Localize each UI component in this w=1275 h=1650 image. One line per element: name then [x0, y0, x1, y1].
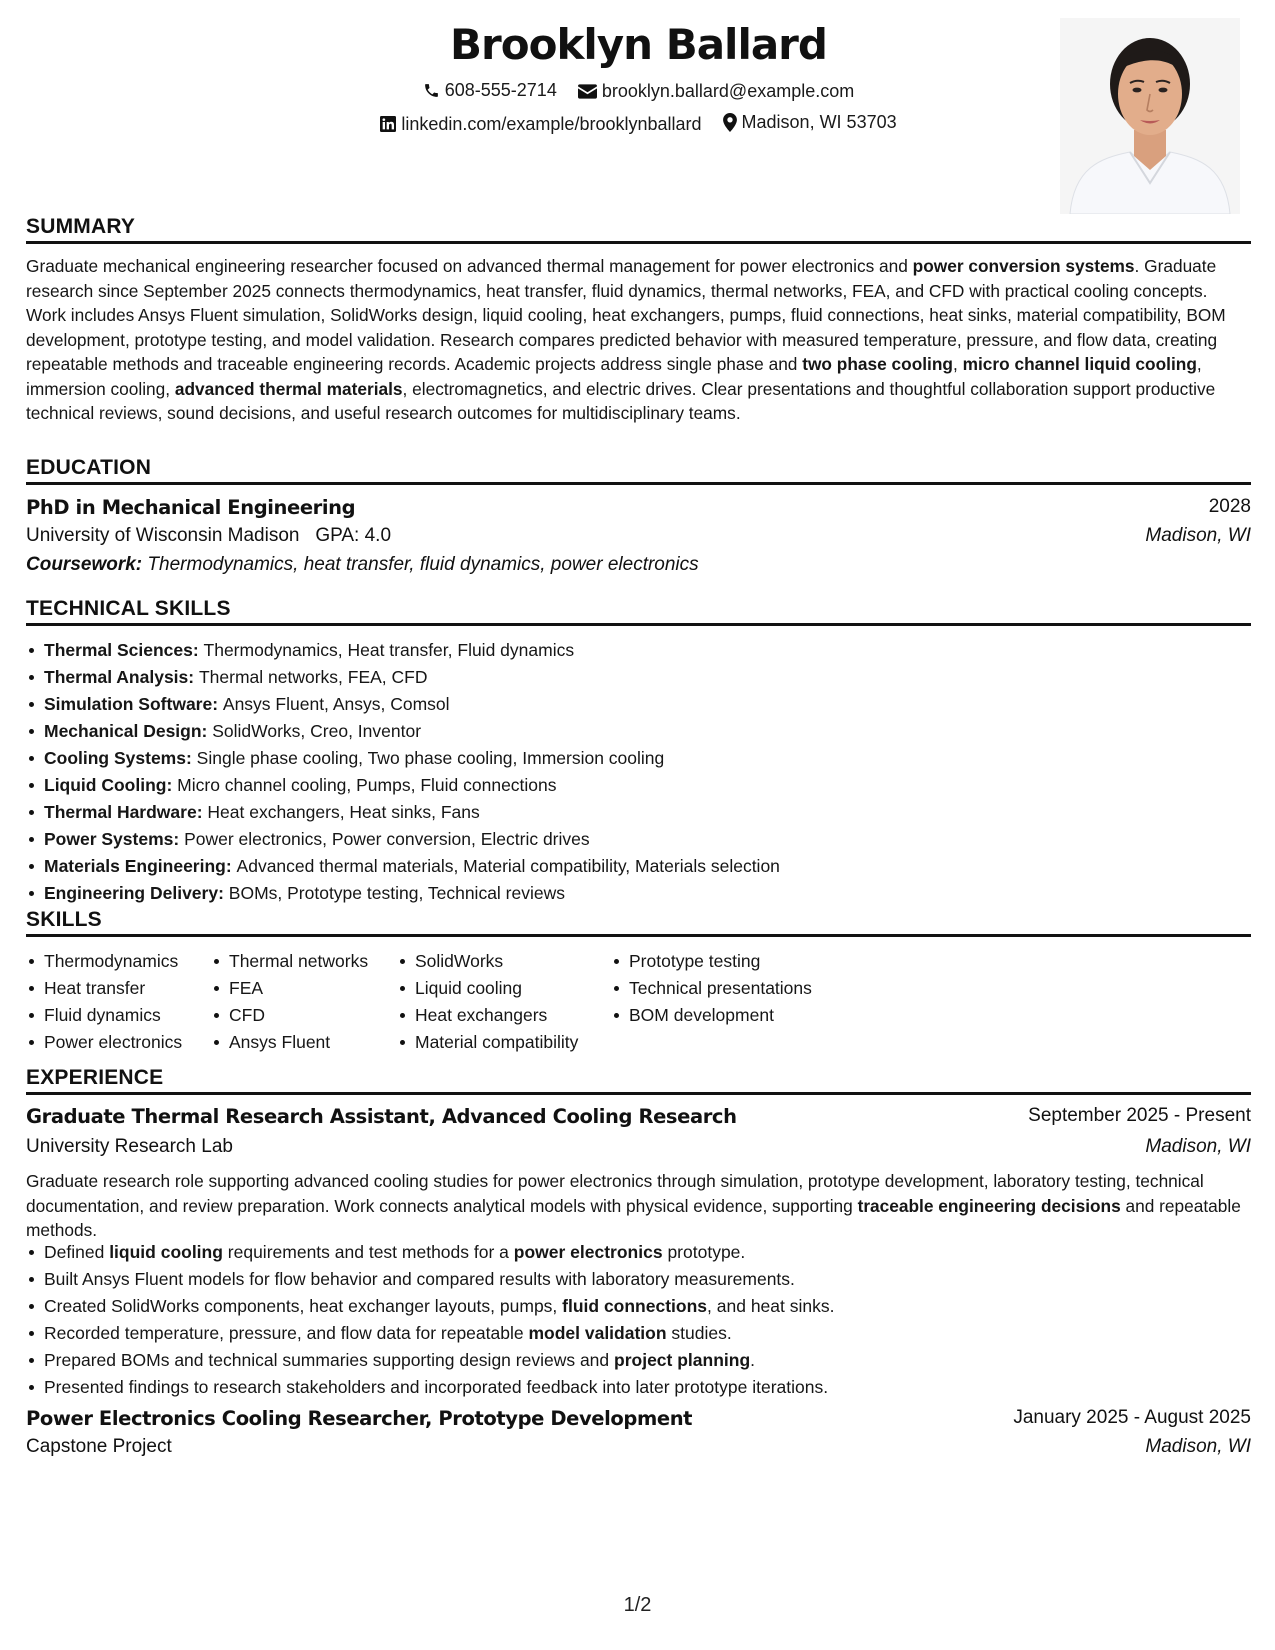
skill-item: Material compatibility	[415, 1029, 578, 1056]
envelope-icon	[578, 84, 597, 99]
skill-item: Thermodynamics	[44, 948, 182, 975]
technical-skill-value: Thermodynamics, Heat transfer, Fluid dynamics	[203, 640, 575, 660]
degree-title: PhD in Mechanical Engineering	[26, 496, 356, 519]
emphasis-text: advanced thermal materials	[174, 378, 403, 399]
emphasis-text: power conversion systems	[912, 256, 1135, 276]
technical-skill-value: Thermal networks, FEA, CFD	[198, 667, 428, 687]
technical-skill-label: Thermal Hardware:	[44, 802, 208, 822]
technical-skill-label: Power Systems:	[44, 829, 185, 849]
text-run: , and heat sinks.	[707, 1296, 835, 1316]
emphasis-text: micro channel liquid cooling	[962, 354, 1197, 374]
skill-item: CFD	[229, 1002, 368, 1029]
technical-skill-label: Cooling Systems:	[44, 748, 197, 768]
location-contact	[723, 112, 897, 133]
skill-item: Heat transfer	[44, 975, 182, 1002]
emphasis-text: traceable engineering decisions	[857, 1195, 1121, 1216]
experience-heading: EXPERIENCE	[26, 1066, 1251, 1095]
job-bullet	[44, 1374, 1251, 1401]
email-address[interactable]: brooklyn.ballard@example.com	[601, 81, 855, 101]
text-run: studies.	[666, 1323, 732, 1343]
technical-skill-value: Single phase cooling, Two phase cooling, Immersion cooling	[196, 748, 665, 768]
text-run: requirements and test methods for a	[222, 1242, 514, 1262]
skills-column	[397, 948, 578, 1056]
skill-item: Power electronics	[44, 1029, 182, 1056]
job-bullet	[44, 1320, 1251, 1347]
skill-item: Fluid dynamics	[44, 1002, 182, 1029]
skill-item: FEA	[229, 975, 368, 1002]
skill-item: Prototype testing	[629, 948, 812, 975]
technical-skill-item	[44, 637, 1251, 664]
skills-heading: SKILLS	[26, 908, 1251, 937]
linkedin-contact[interactable]	[380, 114, 701, 135]
coursework	[26, 554, 699, 576]
technical-skill-label: Engineering Delivery:	[44, 883, 229, 903]
text-run: , electromagnetics, and electric drives. Clear presentations and thoughtful collaboration support productive technical reviews, sound decisions, and useful research outcomes for multidisciplinary teams.	[26, 378, 1216, 423]
technical-skill-value: Advanced thermal materials, Material compatibility, Materials selection	[236, 856, 780, 876]
school-name: University of Wisconsin Madison	[26, 525, 300, 546]
school-location: Madison, WI	[1145, 525, 1251, 546]
job-2-location: Madison, WI	[1145, 1436, 1251, 1457]
phone-number: 608-555-2714	[444, 80, 557, 100]
technical-skill-value: Heat exchangers, Heat sinks, Fans	[207, 802, 480, 822]
summary-text	[26, 254, 1251, 426]
text-run: Graduate mechanical engineering researcher focused on advanced thermal management for power electronics and	[26, 256, 913, 276]
map-pin-icon	[723, 113, 737, 132]
job-1-dates: September 2025 - Present	[1028, 1105, 1251, 1126]
job-1-org: University Research Lab	[26, 1136, 233, 1157]
phone-contact	[423, 80, 557, 101]
skill-item: Ansys Fluent	[229, 1029, 368, 1056]
job-bullet	[44, 1266, 1251, 1293]
technical-skill-item	[44, 664, 1251, 691]
job-2-role: Power Electronics Cooling Researcher, Prototype Development	[26, 1407, 693, 1430]
resume-page	[26, 0, 1251, 1650]
skill-item: Liquid cooling	[415, 975, 578, 1002]
job-bullet	[44, 1293, 1251, 1320]
technical-skill-item	[44, 880, 1251, 907]
text-run: Defined	[44, 1242, 110, 1262]
emphasis-text: fluid connections	[562, 1296, 708, 1316]
gpa: GPA: 4.0	[315, 525, 392, 546]
technical-skill-item	[44, 853, 1251, 880]
school-info	[26, 525, 391, 547]
text-run: .	[750, 1350, 756, 1370]
text-run: Presented findings to research stakeholders and incorporated feedback into later prototype iterations.	[44, 1377, 829, 1397]
technical-skill-item	[44, 826, 1251, 853]
coursework-list: Thermodynamics, heat transfer, fluid dynamics, power electronics	[147, 554, 699, 575]
text-run: . Graduate research since September 2025 connects thermodynamics, heat transfer, fluid dynamics, thermal networks, FEA, and CFD with practical cooling concepts. Work includes Ansys Fluent simulation, SolidWorks design, liquid cooling, heat exchangers, pumps, fluid connections, heat sinks, material compatibility, BOM development, prototype testing, and model validation. Research compares predicted behavior with measured temperature, pressure, and flow data, creating repeatable methods and traceable engineering records. Academic projects address single phase and	[26, 256, 1226, 374]
job-1-role: Graduate Thermal Research Assistant, Advanced Cooling Research	[26, 1105, 737, 1128]
graduation-year: 2028	[1208, 496, 1251, 517]
technical-skill-value: Micro channel cooling, Pumps, Fluid connections	[177, 775, 557, 795]
text-run: ,	[952, 354, 963, 374]
technical-skill-item	[44, 718, 1251, 745]
skill-item: Heat exchangers	[415, 1002, 578, 1029]
technical-skill-value: BOMs, Prototype testing, Technical reviews	[228, 883, 565, 903]
technical-skill-label: Thermal Analysis:	[44, 667, 199, 687]
job-2-dates: January 2025 - August 2025	[1013, 1407, 1251, 1428]
emphasis-text: project planning	[614, 1350, 751, 1370]
technical-skill-label: Thermal Sciences:	[44, 640, 204, 660]
location-text: Madison, WI 53703	[741, 112, 897, 132]
technical-skill-value: Ansys Fluent, Ansys, Comsol	[222, 694, 450, 714]
technical-skill-value: Power electronics, Power conversion, Electric drives	[184, 829, 590, 849]
technical-skill-label: Liquid Cooling:	[44, 775, 178, 795]
skills-column	[26, 948, 182, 1056]
emphasis-text: model validation	[528, 1323, 667, 1343]
job-bullet	[44, 1347, 1251, 1374]
job-2-org: Capstone Project	[26, 1436, 172, 1457]
summary-heading: SUMMARY	[26, 215, 1251, 244]
text-run: and repeatable methods.	[26, 1195, 1241, 1240]
skill-item: Thermal networks	[229, 948, 368, 975]
coursework-label: Coursework:	[26, 554, 143, 575]
job-bullet	[44, 1239, 1251, 1266]
emphasis-text: power electronics	[513, 1242, 663, 1262]
text-run: Recorded temperature, pressure, and flow data for repeatable	[44, 1323, 529, 1343]
text-run: Prepared BOMs and technical summaries supporting design reviews and	[44, 1350, 615, 1370]
emphasis-text: two phase cooling	[802, 354, 953, 374]
technical-skills-list	[26, 637, 1251, 907]
skill-item: SolidWorks	[415, 948, 578, 975]
linkedin-icon	[380, 116, 396, 132]
text-run: Built Ansys Fluent models for flow behavior and compared results with laboratory measurements.	[44, 1269, 795, 1289]
skill-item: BOM development	[629, 1002, 812, 1029]
email-contact[interactable]	[578, 81, 854, 102]
skills-column	[211, 948, 368, 1056]
text-run: Graduate research role supporting advanced cooling studies for power electronics through simulation, prototype development, laboratory testing, technical documentation, and review preparation. Work connects analytical models with physical evidence, supporting	[26, 1171, 1204, 1216]
technical-skill-item	[44, 691, 1251, 718]
job-1-bullets	[26, 1239, 1251, 1401]
text-run: prototype.	[662, 1242, 746, 1262]
skill-item: Technical presentations	[629, 975, 812, 1002]
skills-grid	[26, 948, 1251, 1058]
page-number: 1/2	[623, 1594, 652, 1616]
job-1-description	[26, 1169, 1251, 1243]
candidate-name: Brooklyn Ballard	[450, 20, 827, 69]
emphasis-text: liquid cooling	[109, 1242, 223, 1262]
text-run: , immersion cooling,	[26, 354, 1202, 399]
skills-column	[611, 948, 812, 1029]
technical-skill-label: Mechanical Design:	[44, 721, 213, 741]
technical-skill-item	[44, 745, 1251, 772]
technical-skill-item	[44, 799, 1251, 826]
linkedin-url[interactable]: linkedin.com/example/brooklynballard	[401, 113, 702, 134]
technical-skills-heading: TECHNICAL SKILLS	[26, 597, 1251, 626]
phone-icon	[423, 82, 440, 99]
technical-skill-label: Materials Engineering:	[44, 856, 237, 876]
education-heading: EDUCATION	[26, 456, 1251, 485]
text-run: Created SolidWorks components, heat exchanger layouts, pumps,	[44, 1296, 563, 1316]
profile-photo	[1060, 18, 1240, 214]
technical-skill-label: Simulation Software:	[44, 694, 223, 714]
technical-skill-value: SolidWorks, Creo, Inventor	[212, 721, 422, 741]
job-1-location: Madison, WI	[1145, 1136, 1251, 1157]
technical-skill-item	[44, 772, 1251, 799]
